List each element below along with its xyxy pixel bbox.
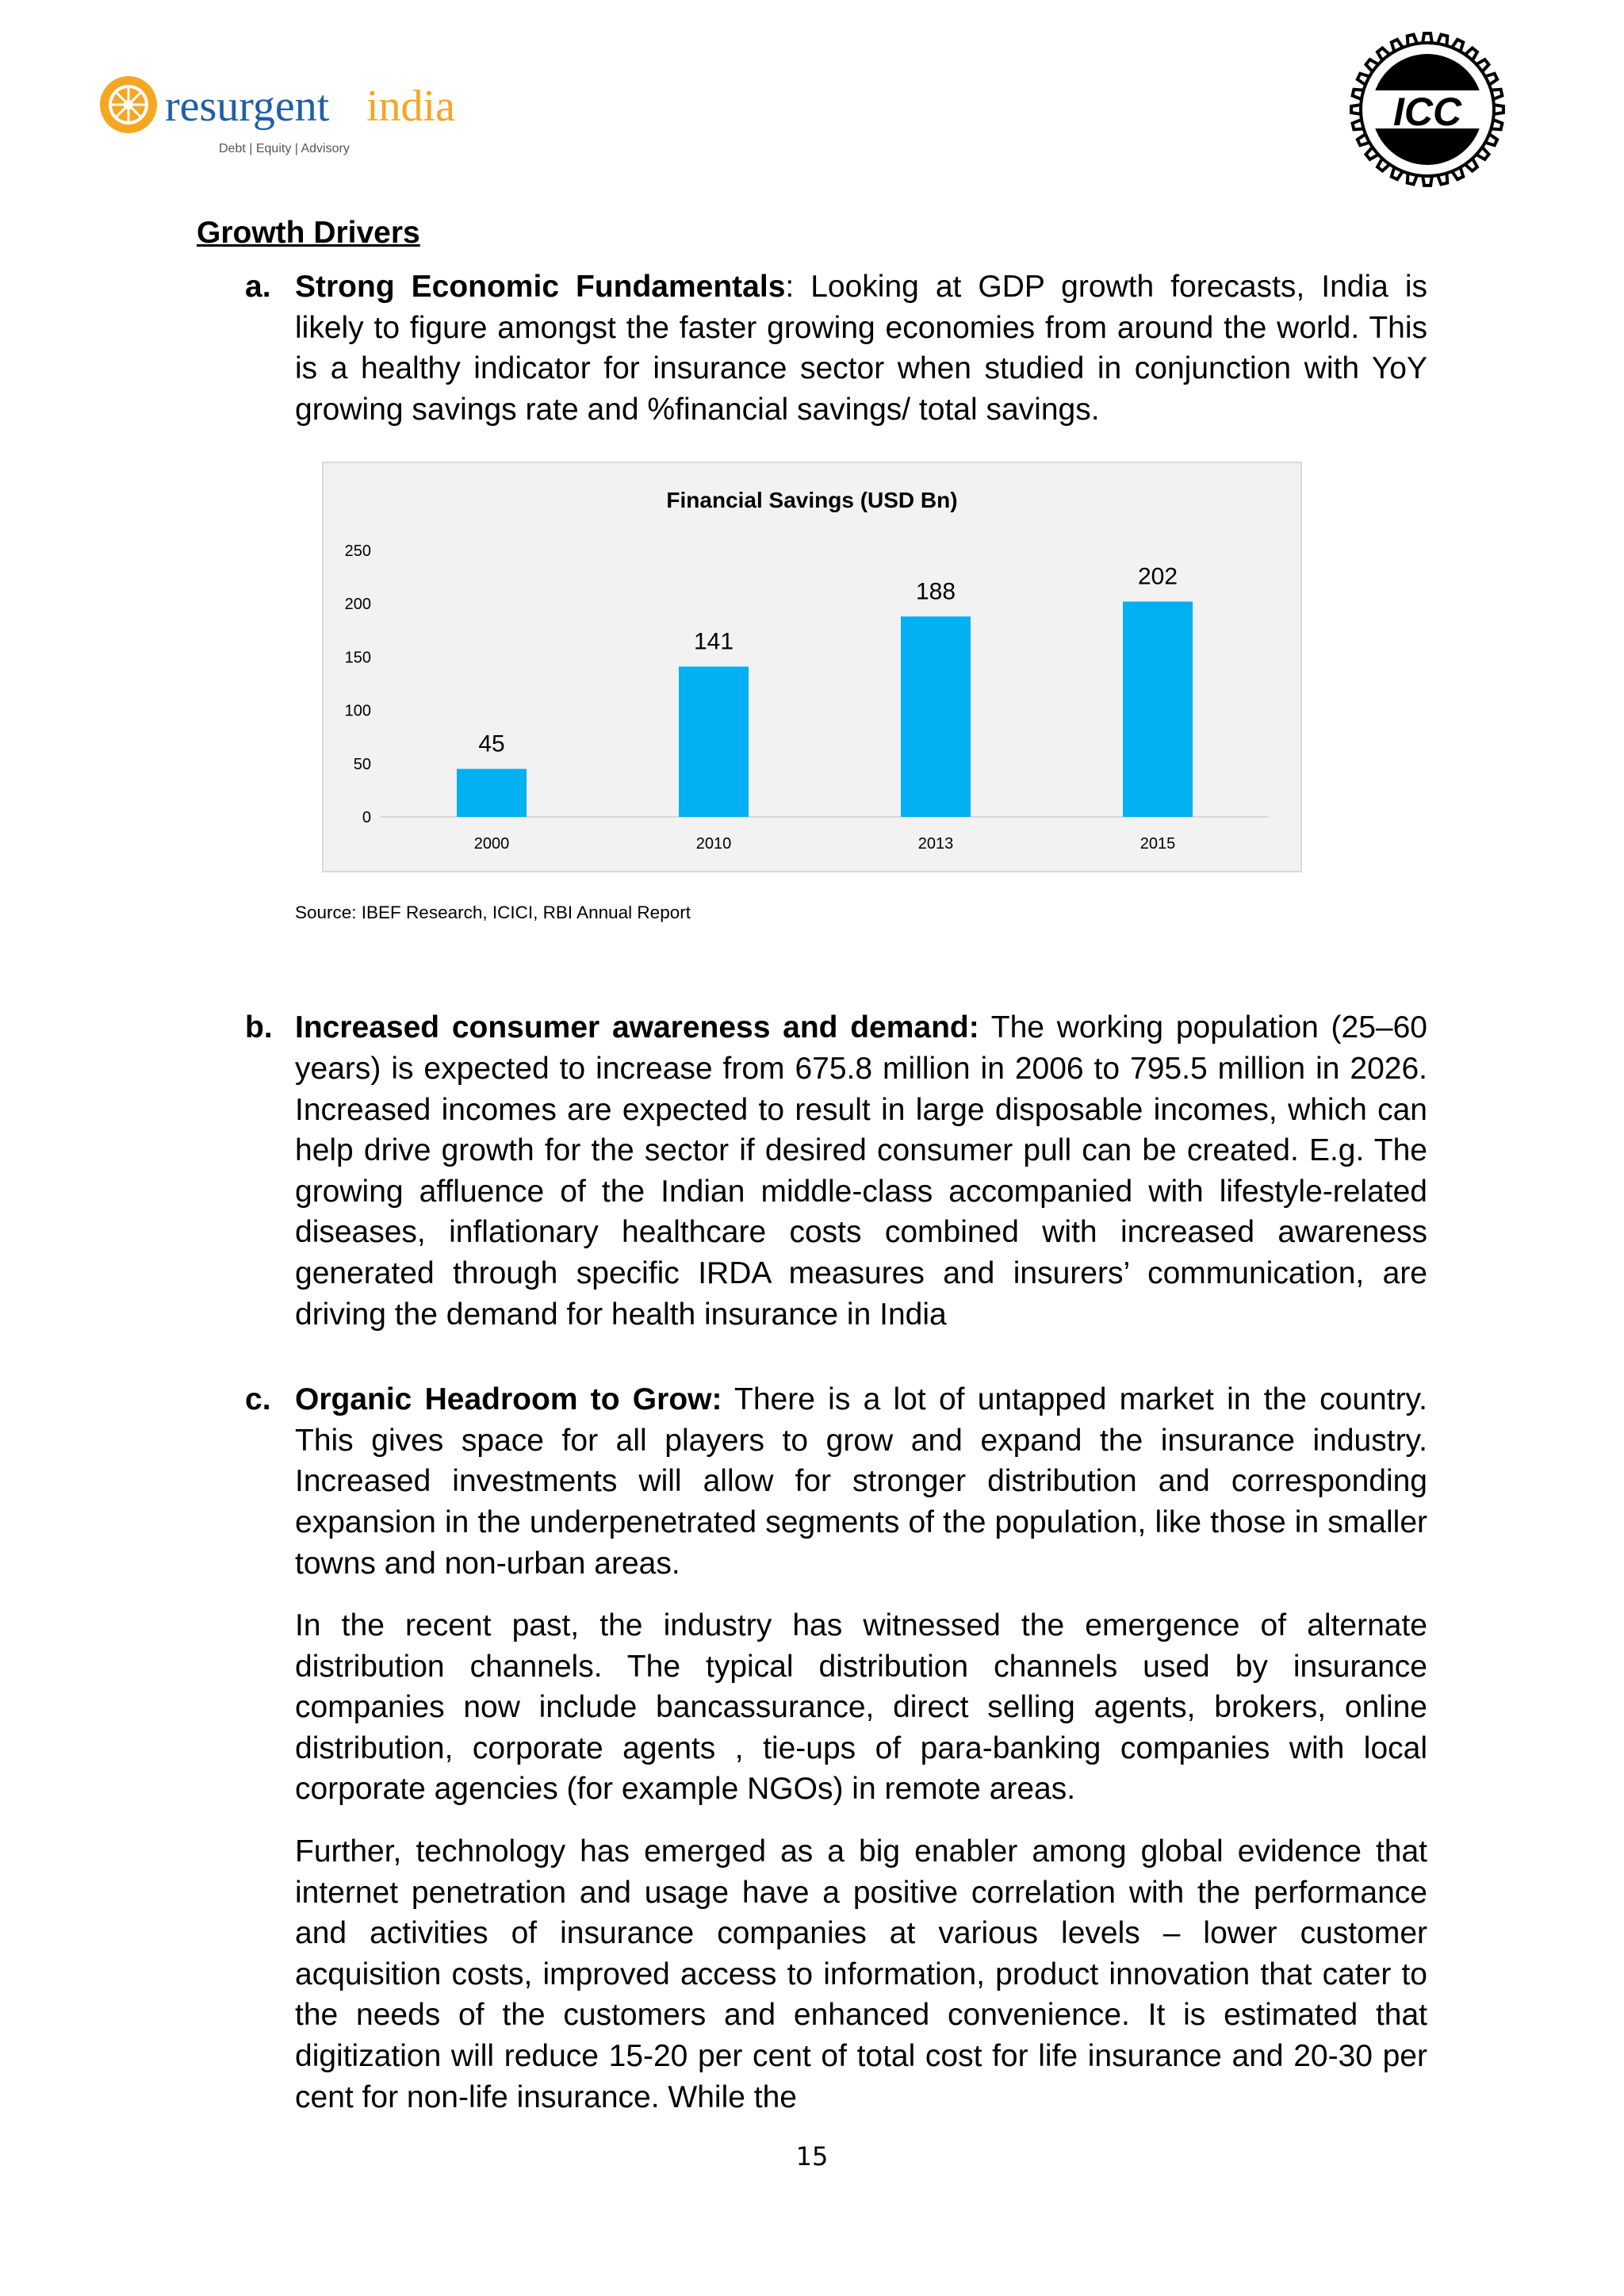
bar-data-label: 202 <box>1137 563 1178 590</box>
y-tick-label: 50 <box>353 756 371 774</box>
logo-brand-part2: india <box>366 82 455 131</box>
y-tick-label: 150 <box>344 649 371 667</box>
growth-driver-c <box>197 1379 1427 2118</box>
item-title: Organic Headroom to Grow: <box>295 1382 722 1417</box>
bar-2013 <box>901 617 971 818</box>
x-tick-label: 2010 <box>695 835 732 853</box>
logo-brand-part1: resurgent <box>165 82 330 131</box>
page-content <box>197 209 1427 2118</box>
section-heading: Growth Drivers <box>197 216 420 250</box>
item-title-suffix: : <box>785 270 795 304</box>
x-tick-label: 2000 <box>473 835 510 853</box>
chart-svg <box>324 463 1300 871</box>
bar-2015 <box>1123 602 1193 817</box>
resurgent-india-logo <box>95 71 460 167</box>
page-number: 15 <box>795 2141 829 2171</box>
item-text: Looking at GDP growth forecasts, India is likely to figure amongst the faster growing economies from around the world. This is a healthy indicator for insurance sector when studied in conjunction with YoY growing savings rate and %financial savings/ total savings. <box>295 270 1427 427</box>
growth-driver-a <box>197 266 1427 430</box>
chart-title: Financial Savings (USD Bn) <box>666 488 958 513</box>
bar-data-label: 188 <box>915 578 956 605</box>
bar-data-label: 45 <box>478 730 505 757</box>
item-text: There is a lot of untapped market in the country. This gives space for all players to grow and expand the insurance industry. Increased investments will allow for stronger distribution and corresponding expansion in the underpenetrated segments of the population, like those in smaller towns and non-urban areas. <box>295 1382 1427 1581</box>
item-paragraph <box>295 1007 1427 1335</box>
item-paragraph <box>295 1379 1427 1584</box>
icc-gear-logo-graphic <box>1348 30 1507 189</box>
icc-logo-text: ICC <box>1392 90 1462 134</box>
chart-source: Source: IBEF Research, ICICI, RBI Annual Report <box>295 903 691 923</box>
x-tick-label: 2015 <box>1139 835 1176 853</box>
bar-data-label: 141 <box>693 628 734 655</box>
y-tick-label: 100 <box>344 702 371 720</box>
item-paragraph-technology: Further, technology has emerged as a big enabler among global evidence that internet penetration and usage have a positive correlation with the performance and activities of insurance companies at various levels – lower customer acquisition costs, improved access to information, product innovation that cater to the needs of the customers and enhanced convenience. It is estimated that digitization will reduce 15-20 per cent of total cost for life insurance and 20-30 per cent for non-life insurance. While the <box>295 1834 1427 2114</box>
item-title: Strong Economic Fundamentals <box>295 270 786 304</box>
x-tick-label: 2013 <box>917 835 954 853</box>
item-marker: a. <box>245 270 271 304</box>
item-marker: b. <box>245 1010 273 1045</box>
item-marker: c. <box>245 1382 271 1417</box>
item-paragraph <box>295 266 1427 430</box>
resurgent-india-logo-graphic <box>95 71 460 167</box>
item-paragraph-distribution: In the recent past, the industry has witnessed the emergence of alternate distribution channels. The typical distribution channels used by insurance companies now include bancassurance, direct selling agents, brokers, online distribution, corporate agents , tie-ups of para-banking companies with local corporate agencies (for example NGOs) in remote areas. <box>295 1608 1427 1807</box>
y-tick-label: 0 <box>362 809 371 827</box>
y-tick-label: 250 <box>344 542 371 561</box>
bar-2000 <box>457 769 527 817</box>
logo-tagline: Debt | Equity | Advisory <box>219 142 350 155</box>
item-title: Increased consumer awareness and demand: <box>295 1010 979 1045</box>
icc-logo <box>1348 30 1507 189</box>
bar-2010 <box>679 667 749 818</box>
growth-driver-b <box>197 1007 1427 1335</box>
financial-savings-chart <box>322 462 1302 872</box>
item-text: The working population (25–60 years) is expected to increase from 675.8 million in 2006 to 795.5 million in 2026. Increased incomes are expected to result in large disposable incomes, which can help drive growth for the sector if desired consumer pull can be created. E.g. The growing affluence of the Indian middle-class accompanied with lifestyle-related diseases, inflationary healthcare costs combined with increased awareness generated through specific IRDA measures and insurers’ communication, are driving the demand for health insurance in India <box>295 1010 1427 1332</box>
y-tick-label: 200 <box>344 596 371 614</box>
